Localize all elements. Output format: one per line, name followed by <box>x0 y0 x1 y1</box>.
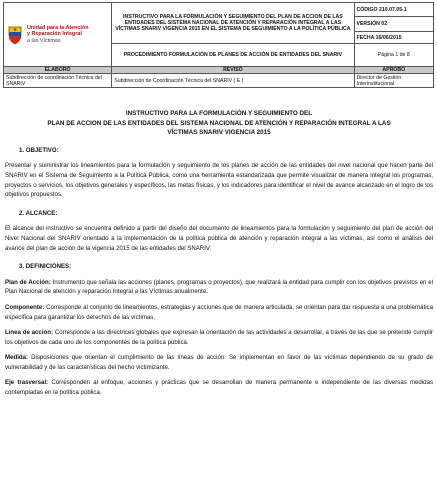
definition-text: Corresponde al conjunto de lineamientos, estrategias y acciones que de manera articulada, se orientan para dar respuesta a una problemática específica para garantizar los derechos de las víctimas. <box>5 303 433 321</box>
procedure-title: PROCEDIMIENTO FORMULACIÓN DE PLANES DE ACCIÓN DE ENTIDADES DEL SNARIV <box>112 44 354 67</box>
logo <box>6 23 109 47</box>
alcance-paragraph: El alcance del instructivo se encuentra definido a partir del diseño del documento de lineamientos para la formulación y seguimiento del plan de acción del Nivel Nacional del SNARIV orientado a la implementación de la política pública de atención y reparación integral a las víctimas, así como el análisis del avance del plan de acción de la vigencia 2015 de las entidades del SNARIV. <box>5 225 433 252</box>
definition-eje-trasversal <box>5 378 433 397</box>
definition-linea-de-accion <box>5 328 433 347</box>
definition-term: Plan de Acción: <box>5 278 51 286</box>
logo-cell <box>4 3 112 67</box>
definition-term: Línea de acción: <box>5 329 53 337</box>
definition-text: Disposiciones que orientan el cumplimiento de las líneas de acción. Se implementan en favor de las víctimas dependiendo de su grado de vulnerabilidad y de las características del hecho victimizante. <box>5 354 433 371</box>
document-header-table <box>3 2 434 88</box>
definition-plan-de-accion <box>5 278 433 297</box>
version-label: VERSIÓN 02 <box>356 20 388 27</box>
logo-line-2: y Reparación Integral <box>27 31 82 38</box>
elaboro-value: Subdirección de coordinación Técnica del SNARIV <box>4 74 112 88</box>
title-line-3: VÍCTIMAS SNARIV VIGENCIA 2015 <box>167 129 271 137</box>
meta-cell <box>354 3 433 44</box>
aprobo-value: Director de Gestión Interinstitucional <box>354 74 433 88</box>
document-title: INSTRUCTIVO PARA LA FORMULACIÓN Y SEGUIMIENTO DEL PLAN DE ACCION DE LAS ENTIDADES DEL SISTEMA NACIONAL DE ATENCIÓN Y REPARACIÓN INTEGRAL A LAS VÍCTIMAS SNARIV VIGENCIA 2015 EN EL SISTEMA DE SEGUIMIENTO A LA POLÍTICA PÚBLICA <box>112 3 354 44</box>
definition-term: Eje trasversal: <box>5 379 49 387</box>
reviso-value: Subdirección de Coordinación Técnica del SNARIV ( E ) <box>112 74 354 88</box>
code-label: CÓDIGO 210.07.05-1 <box>356 6 407 13</box>
definition-text: Instrumento que señala las acciones (planes, programas o proyectos), que realizará la entidad para cumplir con los objetivos previstos en el Plan Nacional de atención y reparación Integral a las Víctimas anualmente. <box>5 278 433 296</box>
coat-of-arms-icon <box>6 25 24 45</box>
section-heading-definiciones: 3. DEFINICIONES: <box>19 263 72 271</box>
page-number: Página 1 de 8 <box>354 44 433 67</box>
logo-text <box>27 25 89 44</box>
definition-componente <box>5 303 433 322</box>
title-line-2: PLAN DE ACCION DE LAS ENTIDADES DEL SISTEMA NACIONAL DE ATENCIÓN Y REPARACIÓN INTEGRAL A LAS <box>47 119 391 127</box>
elaboro-header: ELABORÓ <box>4 67 112 74</box>
definition-text: Corresponden al enfoque, acciones y prácticas que se desarrollan de manera permanente e independiente de las diversas medidas contempladas en la política pública. <box>5 379 433 397</box>
definition-medida <box>5 353 433 372</box>
definition-term: Componente: <box>5 303 45 311</box>
logo-line-3: a las Víctimas <box>27 37 61 44</box>
title-line-1: INSTRUCTIVO PARA LA FORMULACIÓN Y SEGUIMIENTO DEL <box>125 110 313 117</box>
objetivo-paragraph: Presentar y suministrar los lineamientos para la formulación y seguimiento de los planes de acción de las entidades del nivel nacional que hacen parte del SNARIV en el Sistema de Seguimiento a la Política Pública, como una herramienta estandarizada que permite visualizar de manera integral los programas, proyectos o servicios, los objetivos generales y específicos, las metas físicas, y los indicadores para identificar el nivel de avance alcanzado en el logro de los objetivos propuestos. <box>5 162 433 199</box>
section-heading-objetivo: 1. OBJETIVO: <box>19 146 59 154</box>
document-body <box>5 109 433 398</box>
definition-term: Medida: <box>5 354 29 362</box>
logo-line-1: Unidad para la Atención <box>27 25 89 32</box>
document-body-title <box>5 109 433 138</box>
definition-text: Corresponde a las directrices globales que expresan la orientación de las actividades a desarrollar, a través de las que se pretende cumplir los objetivos de cada uno de los componentes de la política pública. <box>5 329 433 346</box>
reviso-header: REVISÓ <box>112 67 354 74</box>
aprobo-header: APROBO <box>354 67 433 74</box>
date-label: FECHA 16/06/2015 <box>356 34 402 41</box>
section-heading-alcance: 2. ALCANCE: <box>19 209 58 217</box>
